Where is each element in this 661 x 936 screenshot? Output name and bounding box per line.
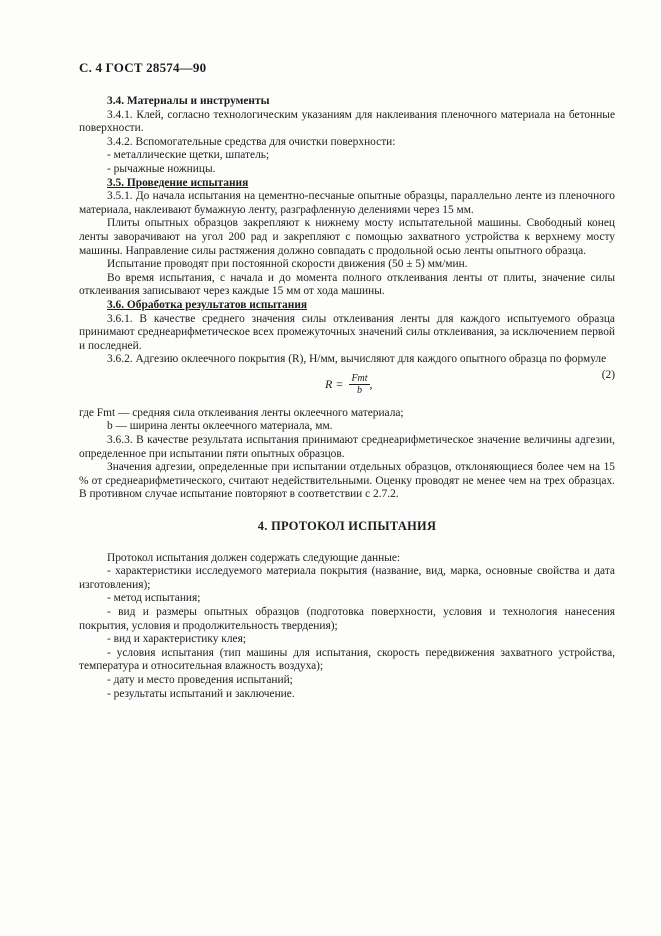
- paragraph: Испытание проводят при постоянной скорости движения (50 ± 5) мм/мин.: [107, 258, 468, 271]
- paragraph-intro: Протокол испытания должен содержать следующие данные:: [107, 551, 401, 564]
- list-item: - рычажные ножницы.: [107, 162, 216, 175]
- formula-block: [79, 367, 615, 407]
- section-title-4: 4. ПРОТОКОЛ ИСПЫТАНИЯ: [257, 519, 437, 534]
- paragraph-3-6-3: 3.6.3. В качестве результата испытания принимают среднеарифметическое значение величины адгезии, определенное при испытании пяти опытных образцов.: [79, 434, 615, 460]
- formula-lhs: R =: [325, 376, 344, 391]
- formula-where-1: где Fmt — средняя сила отклеивания ленты оклеечного материала;: [79, 406, 404, 419]
- paragraph-3-4-1: 3.4.1. Клей, согласно технологическим указаниям для наклеивания пленочного материала на бетонные поверхности.: [79, 108, 615, 135]
- paragraph: Плиты опытных образцов закрепляют к нижнему мосту испытательной машины. Свободный конец ленты заворачивают на угол 200 рад и закрепляют с помощью захватного устройства к верхнему мосту машины. Направление силы растяжения должно совпадать с продольной осью ленты опытного образца.: [79, 217, 615, 257]
- formula-number: (2): [601, 368, 615, 381]
- list-item: - металлические щетки, шпатель;: [107, 149, 270, 162]
- page-header: С. 4 ГОСТ 28574—90: [79, 60, 207, 75]
- paragraph-3-6-2: 3.6.2. Адгезию оклеечного покрытия (R), Н/мм, вычисляют для каждого опытного образца по формуле: [107, 353, 607, 366]
- paragraph: Во время испытания, с начала и до момента полного отклеивания ленты от плиты, значение силы отклеивания записывают через каждые 15 мм от хода машины.: [79, 271, 615, 298]
- list-item: - вид и характеристику клея;: [107, 633, 246, 646]
- formula-fraction: [349, 373, 369, 396]
- formula-numerator: Fmt: [351, 372, 368, 384]
- section-heading-3-5: [79, 177, 615, 191]
- paragraph-3-4-2: 3.4.2. Вспомогательные средства для очистки поверхности:: [107, 135, 396, 148]
- paragraph: Значения адгезии, определенные при испытании отдельных образцов, отклоняющиеся более чем на 15 % от среднеарифметического, считают недействительными. Оценку проводят не менее чем на трех образцах. В противном случае испытание повторяют в соответствии с 2.7.2.: [79, 461, 615, 501]
- paragraph-3-6-1: 3.6.1. В качестве среднего значения силы отклеивания ленты для каждого испытуемого образца принимают среднеарифметическое всех промежуточных значений силы отклеивания, за исключением первой и последней.: [79, 312, 615, 352]
- formula-tail: ,: [369, 376, 373, 391]
- section-heading-3-4: [79, 95, 615, 109]
- section-heading-3-6: [79, 299, 615, 313]
- section-heading-3-5-text: 3.5. Проведение испытания: [107, 176, 249, 189]
- formula-where-2: b — ширина ленты оклеечного материала, мм.: [107, 420, 333, 433]
- list-item: - характеристики исследуемого материала покрытия (название, вид, марка, основные свойства и дата изготовления);: [79, 565, 615, 591]
- list-item: - метод испытания;: [107, 592, 201, 605]
- formula-denominator: b: [356, 384, 362, 396]
- list-item: - результаты испытаний и заключение.: [107, 687, 295, 700]
- list-item: - вид и размеры опытных образцов (подготовка поверхности, условия и технология нанесения покрытия, условия и продолжительность твердения);: [79, 606, 615, 632]
- section-heading-3-6-text: 3.6. Обработка результатов испытания: [107, 298, 308, 311]
- formula: [325, 373, 373, 396]
- paragraph-3-5-1: 3.5.1. До начала испытания на цементно-песчаные опытные образцы, параллельно ленте из пленочного материала, наклеивают бумажную ленту, разграфленную делениями через 15 мм.: [79, 190, 615, 216]
- list-item: - дату и место проведения испытаний;: [107, 673, 293, 686]
- document-body: [79, 95, 615, 701]
- list-item: - условия испытания (тип машины для испытания, скорость передвижения захватного устройства, температура и относительная влажность воздуха);: [79, 646, 615, 673]
- section-heading-3-4-text: 3.4. Материалы и инструменты: [107, 95, 270, 107]
